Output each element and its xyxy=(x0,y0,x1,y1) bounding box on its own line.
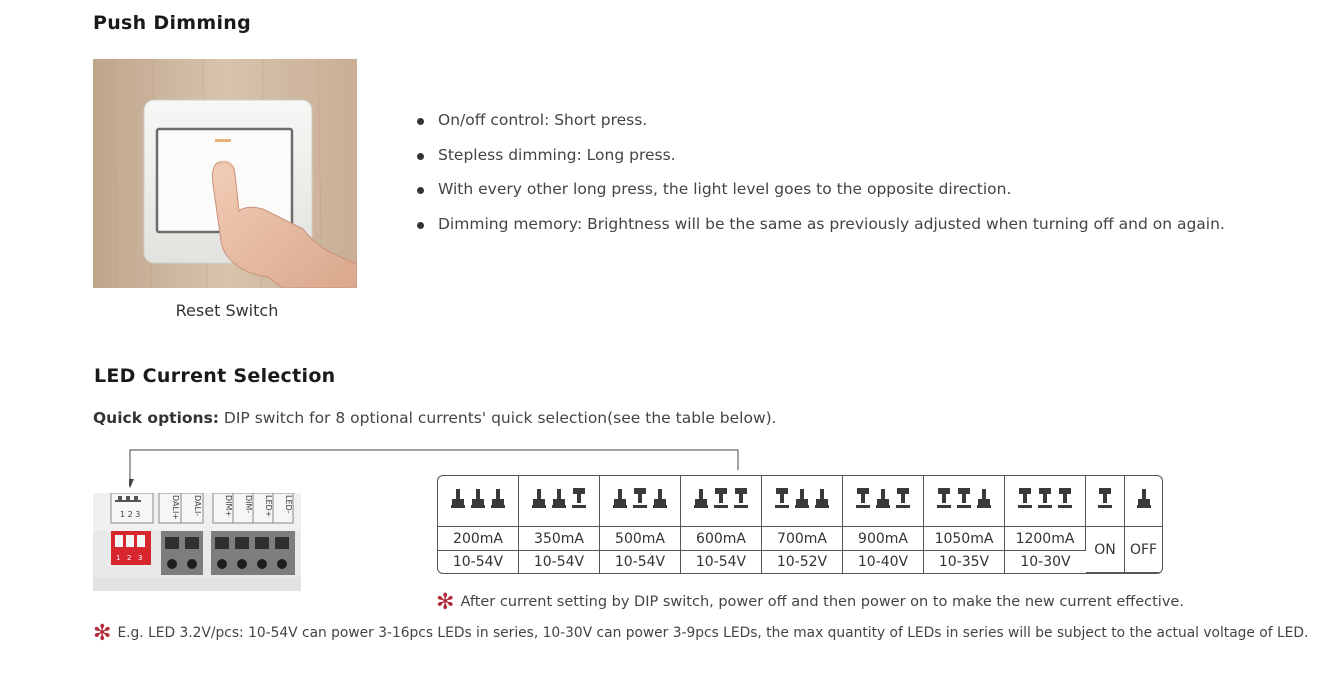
switch-down xyxy=(815,489,829,508)
dip-setting-500ma xyxy=(600,476,681,527)
svg-text:2: 2 xyxy=(127,554,132,562)
switch-up xyxy=(714,488,728,508)
switch-down xyxy=(552,489,566,508)
quick-options-description: DIP switch for 8 optional currents' quick selection(see the table below). xyxy=(219,409,777,427)
dip-setting-700ma xyxy=(762,476,843,527)
terminal-label-led-minus: LED- xyxy=(284,495,293,514)
terminal-label-dim-plus: DIM+ xyxy=(224,495,233,518)
dip-switch-icon xyxy=(853,484,913,514)
current-cell: 600mA xyxy=(681,527,762,551)
voltage-row xyxy=(438,551,1162,573)
switch-up xyxy=(734,488,748,508)
switch-up xyxy=(633,488,647,508)
current-cell: 200mA xyxy=(438,527,519,551)
switch-down xyxy=(451,489,465,508)
switch-up xyxy=(957,488,971,508)
switch-up xyxy=(1038,488,1052,508)
svg-text:3: 3 xyxy=(138,554,143,562)
dip-switch-icon xyxy=(772,484,832,514)
driver-terminal-board xyxy=(93,493,301,591)
legend-off-label: OFF xyxy=(1125,527,1162,573)
section-title-push-dimming: Push Dimming xyxy=(93,12,252,34)
svg-text:1: 1 xyxy=(116,554,121,562)
switch-up xyxy=(1058,488,1072,508)
switch-down xyxy=(653,489,667,508)
switch-up xyxy=(1018,488,1032,508)
dip-switch-icon xyxy=(529,484,589,514)
note-led-example-text: E.g. LED 3.2V/pcs: 10-54V can power 3-16pcs LEDs in series, 10-30V can power 3-9pcs LEDs, the max quantity of LEDs in series will be subject to the actual voltage of LED. xyxy=(117,625,1309,641)
switch-down xyxy=(795,489,809,508)
dip-setting-1050ma xyxy=(924,476,1005,527)
switch-up xyxy=(1098,488,1112,508)
current-cell: 1200mA xyxy=(1005,527,1086,551)
dip-switch-icon xyxy=(1015,484,1075,514)
current-cell: 350mA xyxy=(519,527,600,551)
switch-up xyxy=(572,488,586,508)
voltage-cell: 10-52V xyxy=(762,551,843,573)
push-dimming-bullet-list xyxy=(416,111,1225,249)
switch-down xyxy=(491,489,505,508)
voltage-cell: 10-30V xyxy=(1020,554,1071,570)
bullet-item: With every other long press, the light level goes to the opposite direction. xyxy=(416,180,1225,215)
switch-row xyxy=(438,476,1162,527)
switch-on-icon xyxy=(1095,484,1115,514)
voltage-cell: 10-35V xyxy=(924,551,1005,573)
switch-down xyxy=(471,489,485,508)
switch-up xyxy=(775,488,789,508)
current-cell: 1050mA xyxy=(924,527,1005,551)
current-cell: 500mA xyxy=(600,527,681,551)
note-current-setting xyxy=(436,590,1184,615)
asterisk-icon: ✻ xyxy=(436,590,455,615)
note-current-setting-text: After current setting by DIP switch, power off and then power on to make the new current effective. xyxy=(460,594,1184,610)
dip-setting-350ma xyxy=(519,476,600,527)
current-cell: 900mA xyxy=(843,527,924,551)
photo-caption: Reset Switch xyxy=(175,301,279,320)
switch-down xyxy=(1137,489,1151,508)
current-row xyxy=(438,527,1162,551)
terminal-label-dim-minus: DIM- xyxy=(244,495,253,514)
voltage-cell: 10-54V xyxy=(519,551,600,573)
dip-setting-600ma xyxy=(681,476,762,527)
dip-switch-icon xyxy=(934,484,994,514)
switch-down xyxy=(532,489,546,508)
dip-switch-icon xyxy=(448,484,508,514)
switch-off-icon xyxy=(1134,484,1154,514)
legend-off-switch xyxy=(1125,476,1162,527)
terminal-label-dali-minus: DALI- xyxy=(193,495,202,517)
terminal-label-dali-plus: DALI+ xyxy=(171,495,180,521)
voltage-cell: 10-54V xyxy=(600,551,681,573)
voltage-cell: 10-54V xyxy=(681,551,762,573)
section-title-led-current: LED Current Selection xyxy=(94,365,336,387)
dip-numbers-label: 1 2 3 xyxy=(120,510,141,519)
switch-down xyxy=(977,489,991,508)
current-cell: 700mA xyxy=(762,527,843,551)
switch-up xyxy=(896,488,910,508)
switch-up xyxy=(856,488,870,508)
quick-options-label: Quick options: xyxy=(93,409,219,427)
dip-switch-table xyxy=(437,475,1163,574)
dip-switch-icon xyxy=(691,484,751,514)
switch-down xyxy=(613,489,627,508)
note-led-example xyxy=(93,621,1308,646)
switch-down xyxy=(694,489,708,508)
dip-setting-1200ma xyxy=(1005,476,1086,527)
dip-switch-icon xyxy=(610,484,670,514)
reset-switch-photo xyxy=(93,59,357,288)
bullet-item: Dimming memory: Brightness will be the same as previously adjusted when turning off and on again. xyxy=(416,215,1225,250)
legend-on-switch xyxy=(1086,476,1125,527)
voltage-cell: 10-40V xyxy=(843,551,924,573)
dip-setting-900ma xyxy=(843,476,924,527)
legend-on-label: ON xyxy=(1086,527,1125,573)
quick-options-text xyxy=(93,409,777,427)
switch-down xyxy=(876,489,890,508)
bullet-item: On/off control: Short press. xyxy=(416,111,1225,146)
asterisk-icon: ✻ xyxy=(93,621,112,646)
bullet-item: Stepless dimming: Long press. xyxy=(416,146,1225,181)
terminal-label-led-plus: LED+ xyxy=(264,495,273,518)
dip-setting-200ma xyxy=(438,476,519,527)
voltage-cell: 10-54V xyxy=(438,551,519,573)
switch-up xyxy=(937,488,951,508)
